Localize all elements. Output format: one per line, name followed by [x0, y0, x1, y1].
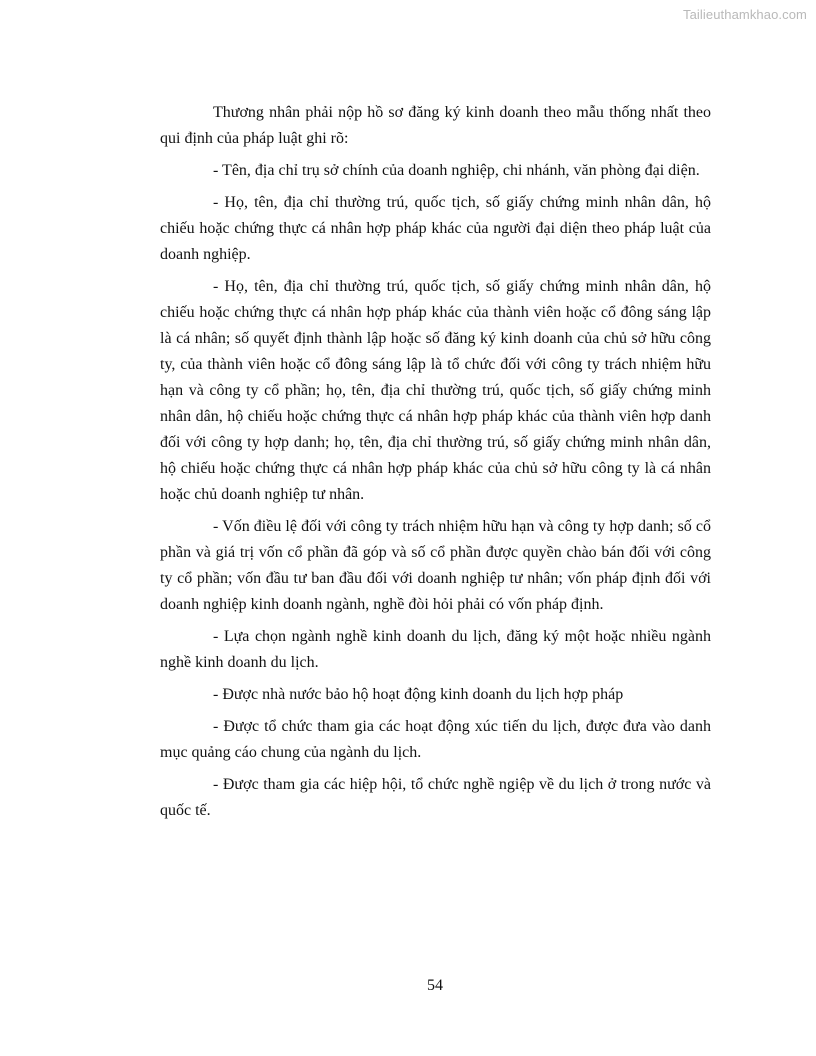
paragraph-item-capital: - Vốn điều lệ đối với công ty trách nhiệm hữu hạn và công ty hợp danh; số cổ phần và giá trị vốn cổ phần đã góp và số cổ phần được quyền chào bán đối với công ty cổ phần; vốn đầu tư ban đầu đối với doanh nghiệp tư nhân; vốn pháp định đối với doanh nghiệp kinh doanh ngành, nghề đòi hỏi phải có vốn pháp định. — [160, 518, 711, 613]
paragraph-item-name-address: - Tên, địa chỉ trụ sở chính của doanh nghiệp, chi nhánh, văn phòng đại diện. — [213, 162, 700, 179]
paragraph-item-legal-representative: - Họ, tên, địa chỉ thường trú, quốc tịch, số giấy chứng minh nhân dân, hộ chiếu hoặc chứng thực cá nhân hợp pháp khác của người đại diện theo pháp luật của doanh nghiệp. — [160, 194, 711, 263]
watermark-text: Tailieuthamkhao.com — [682, 7, 807, 22]
page-number: 54 — [427, 977, 443, 994]
paragraph-intro: Thương nhân phải nộp hồ sơ đăng ký kinh doanh theo mẫu thống nhất theo qui định của pháp luật ghi rõ: — [160, 104, 711, 147]
document-body — [160, 100, 711, 830]
paragraph-item-founders: - Họ, tên, địa chỉ thường trú, quốc tịch, số giấy chứng minh nhân dân, hộ chiếu hoặc chứng thực cá nhân hợp pháp khác của thành viên hoặc cổ đông sáng lập là cá nhân; số quyết định thành lập hoặc số đăng ký kinh doanh của chủ sở hữu công ty, của thành viên hoặc cổ đông sáng lập là tổ chức đối với công ty trách nhiệm hữu hạn và công ty cổ phần; họ, tên, địa chỉ thường trú, quốc tịch, số giấy chứng minh nhân dân, hộ chiếu hoặc chứng thực cá nhân hợp pháp khác của thành viên hợp danh đối với công ty hợp danh; họ, tên, địa chỉ thường trú, số giấy chứng minh nhân dân, hộ chiếu hoặc chứng thực cá nhân hợp pháp khác của chủ sở hữu công ty là cá nhân hoặc chủ doanh nghiệp tư nhân. — [160, 278, 711, 503]
paragraph-item-state-protection: - Được nhà nước bảo hộ hoạt động kinh doanh du lịch hợp pháp — [213, 686, 624, 703]
paragraph-item-associations: - Được tham gia các hiệp hội, tổ chức nghề ngiệp về du lịch ở trong nước và quốc tế. — [160, 776, 711, 819]
paragraph-item-business-lines: - Lựa chọn ngành nghề kinh doanh du lịch, đăng ký một hoặc nhiều ngành nghề kinh doanh du lịch. — [160, 628, 711, 671]
paragraph-item-promotion: - Được tổ chức tham gia các hoạt động xúc tiến du lịch, được đưa vào danh mục quảng cáo chung của ngành du lịch. — [160, 718, 711, 761]
